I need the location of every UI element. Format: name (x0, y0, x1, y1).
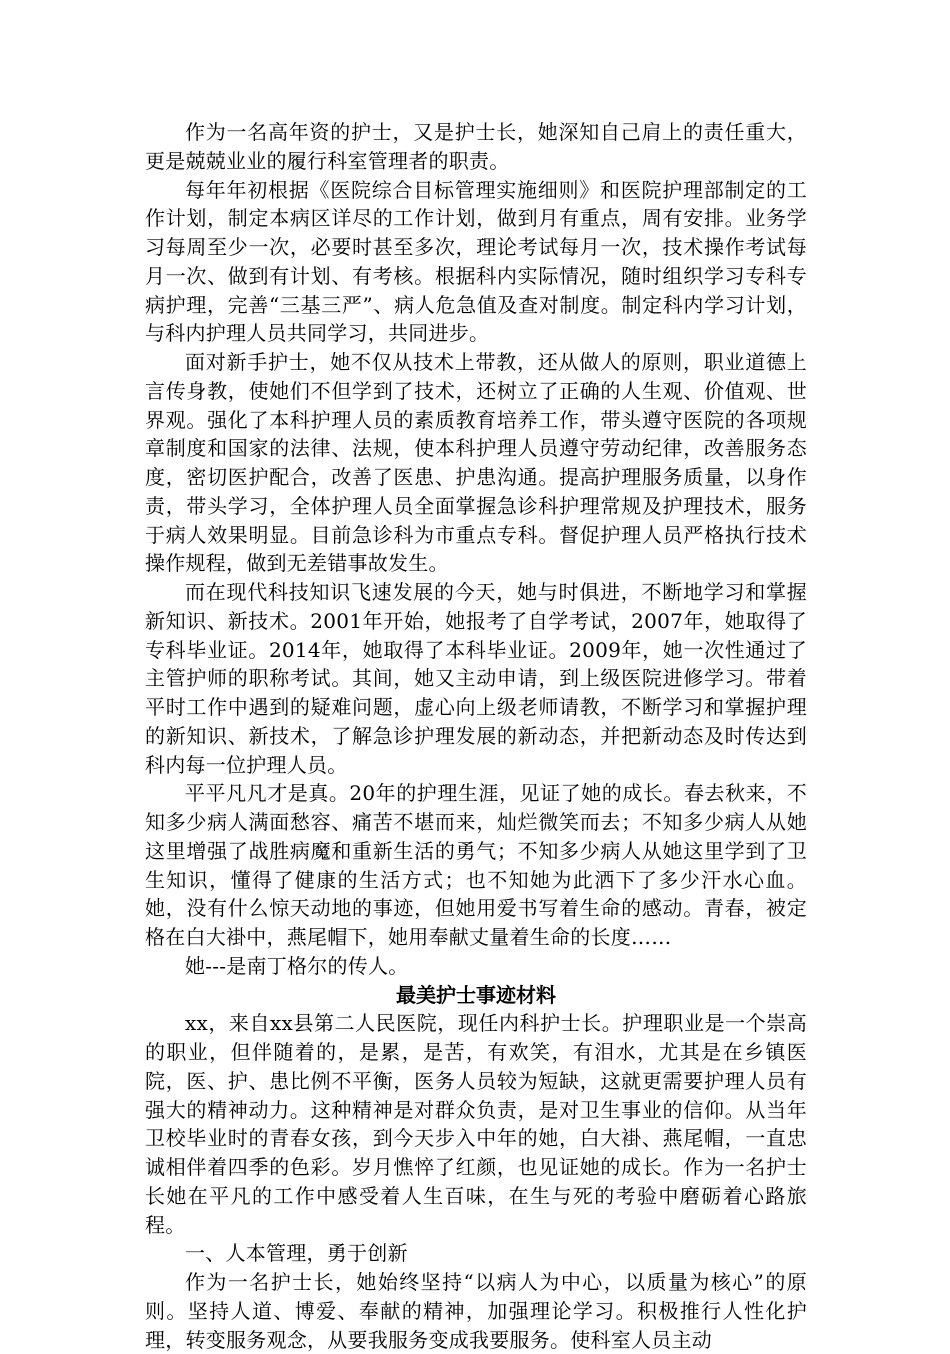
paragraph: 作为一名护士长，她始终坚持“以病人为中心，以质量为核心”的原则。坚持人道、博爱、奉献的精神，加强理论学习。积极推行人性化护理，转变服务观念，从要我服务变成我要服务。使科室人员主动 (145, 1270, 807, 1352)
section-heading: 最美护士事迹材料 (396, 982, 556, 1007)
document-page (145, 118, 807, 1354)
paragraph: 作为一名高年资的护士，又是护士长，她深知自己肩上的责任重大，更是兢兢业业的履行科室管理者的职责。 (145, 120, 807, 173)
paragraph: 面对新手护士，她不仅从技术上带教，还从做人的原则，职业道德上言传身教，使她们不但学到了技术，还树立了正确的人生观、价值观、世界观。强化了本科护理人员的素质教育培养工作，带头遵守医院的各项规章制度和国家的法律、法规，使本科护理人员遵守劳动纪律，改善服务态度，密切医护配合，改善了医患、护患沟通。提高护理服务质量，以身作责，带头学习，全体护理人员全面掌握急诊科护理常规及护理技术，服务于病人效果明显。目前急诊科为市重点专科。督促护理人员严格执行技术操作规程，做到无差错事故发生。 (145, 350, 807, 576)
paragraph: 而在现代科技知识飞速发展的今天，她与时俱进，不断地学习和掌握新知识、新技术。2001年开始，她报考了自学考试，2007年，她取得了专科毕业证。2014年，她取得了本科毕业证。2009年，她一次性通过了主管护师的职称考试。其间，她又主动申请，到上级医院进修学习。带着平时工作中遇到的疑难问题，虚心向上级老师请教，不断学习和掌握护理的新知识、新技术，了解急诊护理发展的新动态，并把新动态及时传达到科内每一位护理人员。 (145, 580, 807, 777)
subheading: 一、人本管理，勇于创新 (185, 1241, 408, 1266)
paragraph: xx，来自xx县第二人民医院，现任内科护士长。护理职业是一个崇高的职业，但伴随着的，是累，是苦，有欢笑，有泪水，尤其是在乡镇医院，医、护、患比例不平衡，医务人员较为短缺，这就更需要护理人员有强大的精神动力。这种精神是对群众负责，是对卫生事业的信仰。从当年卫校毕业时的青春女孩，到今天步入中年的她，白大褂、燕尾帽，一直忠诚相伴着四季的色彩。岁月憔悴了红颜，也见证她的成长。作为一名护士长她在平凡的工作中感受着人生百味，在生与死的考验中磨砺着心路旅程。 (145, 1011, 807, 1237)
paragraph: 平平凡凡才是真。20年的护理生涯，见证了她的成长。春去秋来，不知多少病人满面愁容、痛苦不堪而来，灿烂微笑而去；不知多少病人从她这里增强了战胜病魔和重新生活的勇气；不知多少病人从她这里学到了卫生知识，懂得了健康的生活方式；也不知她为此洒下了多少汗水心血。她，没有什么惊天动地的事迹，但她用爱书写着生命的感动。青春，被定格在白大褂中，燕尾帽下，她用奉献丈量着生命的长度…… (145, 781, 807, 949)
paragraph: 每年年初根据《医院综合目标管理实施细则》和医院护理部制定的工作计划，制定本病区详尽的工作计划，做到月有重点，周有安排。业务学习每周至少一次，必要时甚至多次，理论考试每月一次，技术操作考试每月一次、做到有计划、有考核。根据科内实际情况，随时组织学习专科专病护理，完善“三基三严”、病人危急值及查对制度。制定科内学习计划，与科内护理人员共同学习，共同进步。 (145, 177, 807, 346)
paragraph: 她---是南丁格尔的传人。 (185, 953, 409, 978)
